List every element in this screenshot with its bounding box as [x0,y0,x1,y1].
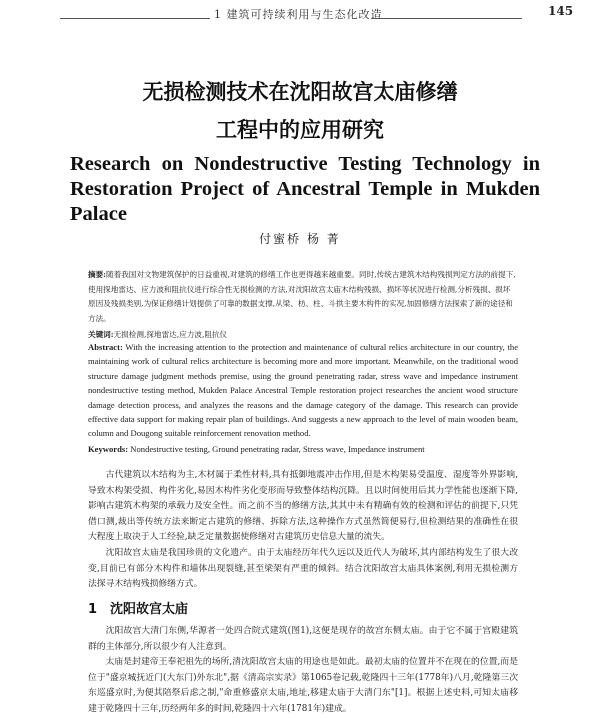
abstract-en-label: Abstract: [88,342,123,352]
keywords-en-label: Keywords: [88,444,129,454]
body-intro [88,468,518,593]
keywords-zh-label: 关键词: [88,330,114,339]
authors: 付蜜桥 杨 菁 [259,232,341,246]
header-rule-left [60,18,210,19]
body-paragraph-1: 古代建筑以木结构为主,木材属于柔性材料,具有抵御地震冲击作用,但是木构架易受温度、湿度等外界影响,导致木构架受损、构件劣化,易因木构件劣化变形而导致整体结构沉降。且以时间使用后其力学性能也逐渐下降,影响古建筑木构架的承载力及安全性。而之前不当的修缮方法,其其中未有精确有效的检测和评估的前提下,只凭借口测,裁出等传统方法来断定古建筑的修缮、拆除方法,这种操作方式虽然简便易行,但检测结果的准确性在很大程度上取决于人工经验,缺乏定量数据使修缮对古建筑历史信息大量的流失。 [88,470,518,543]
keywords-en [88,442,518,457]
abstract-en [88,340,518,441]
body-paragraph-3: 沈阳故宫大清门东侧,华源者一处四合院式建筑(图1),这便是现存的故宫东侧太庙。由于它不属于宫殿建筑群的主体部分,所以很少有人注意到。 [88,626,518,652]
header-rule-right [372,18,522,19]
section-heading [88,598,188,617]
abstract-en-text: With the increasing attention to the protection and maintenance of cultural relics architecture in our country, the maintaining work of cultural relics architecture is becoming more and more important. Meanwhile, on the traditional wood structure damage judgment methods premise, using the ground penetrating radar, stress wave and impedance instrument nondestructive testing method, Mukden Palace Ancestral Temple restoration project researches the ancient wood structure damage detection process, and analyzes the reasons and the damage category of the damage. This research can provide effective data support for making repair plan of buildings. And suggests a new approach to the level of main wooden beam, column and Dougong suitable reinforcement renovation method. [88,342,519,439]
title-zh-line1: 无损检测技术在沈阳故宫太庙修缮 [142,80,458,104]
section-number: 1 [88,602,98,617]
title-en: Research on Nondestructive Testing Technology in Restoration Project of Ancestral Temple in Mukden Palace [70,153,540,225]
abstract-zh-text: 随着我国对文物建筑保护的日益重视,对建筑的修缮工作也更得越来越重要。同时,传统古建筑木结构残损判定方法的前提下,使用探地雷达、应力波和阻抗仪进行综合性无损检测的方法,对沈阳故宫太庙木结构残损、损坏等状况进行检测,分析残损、损坏原因及残损类别,为保证修缮计划提供了可靠的数据支撑,从梁、枋、柱、斗拱主要木构件的实况,加固修缮方法探索了新的途径和方法。 [88,270,516,323]
running-header [0,0,600,24]
page-number: 145 [548,4,574,18]
abstract-zh-label: 摘要: [88,270,106,279]
body-section-1 [88,624,518,718]
body-paragraph-2: 沈阳故宫太庙是我国珍贵的文化遗产。由于太庙经历年代久远以及近代人为破坏,其内部结构发生了很大改变,目前已有部分木构件和墙体出现裂缝,甚至梁架有严重的倾斜。结合沈阳故宫太庙具体案例,利用无损检测方法探寻木结构残损修缮方式。 [88,547,518,590]
title-zh-line2: 工程中的应用研究 [216,118,384,142]
keywords-zh-text: 无损检测,探地雷达,应力波,阻抗仪 [113,330,228,339]
abstract-zh [88,268,518,326]
header-title: 1 建筑可持续利用与生态化改造 [214,8,383,21]
keywords-en-text: Nondestructive testing, Ground penetrating radar, Stress wave, Impedance instrument [130,444,425,454]
body-paragraph-4: 太庙是封建帝王奉祀祖先的场所,清沈阳故宫太庙的用途也是如此。最初太庙的位置并不在现在的位置,而是位于"盛京城抚近门(大东门)外东北",据《清高宗实录》第1065卷记载,乾隆四十三年(1778年)八月,乾隆第三次东巡盛京时,为便其陪祭后虑之制,"命重修盛京太庙,地址,移建太庙于大清门东"[1]。根据上述史料,可知太庙移建于乾隆四十三年,历经两年多的时间,乾隆四十六年(1781年)建成。 [88,657,518,714]
section-title: 沈阳故宫太庙 [110,602,189,617]
